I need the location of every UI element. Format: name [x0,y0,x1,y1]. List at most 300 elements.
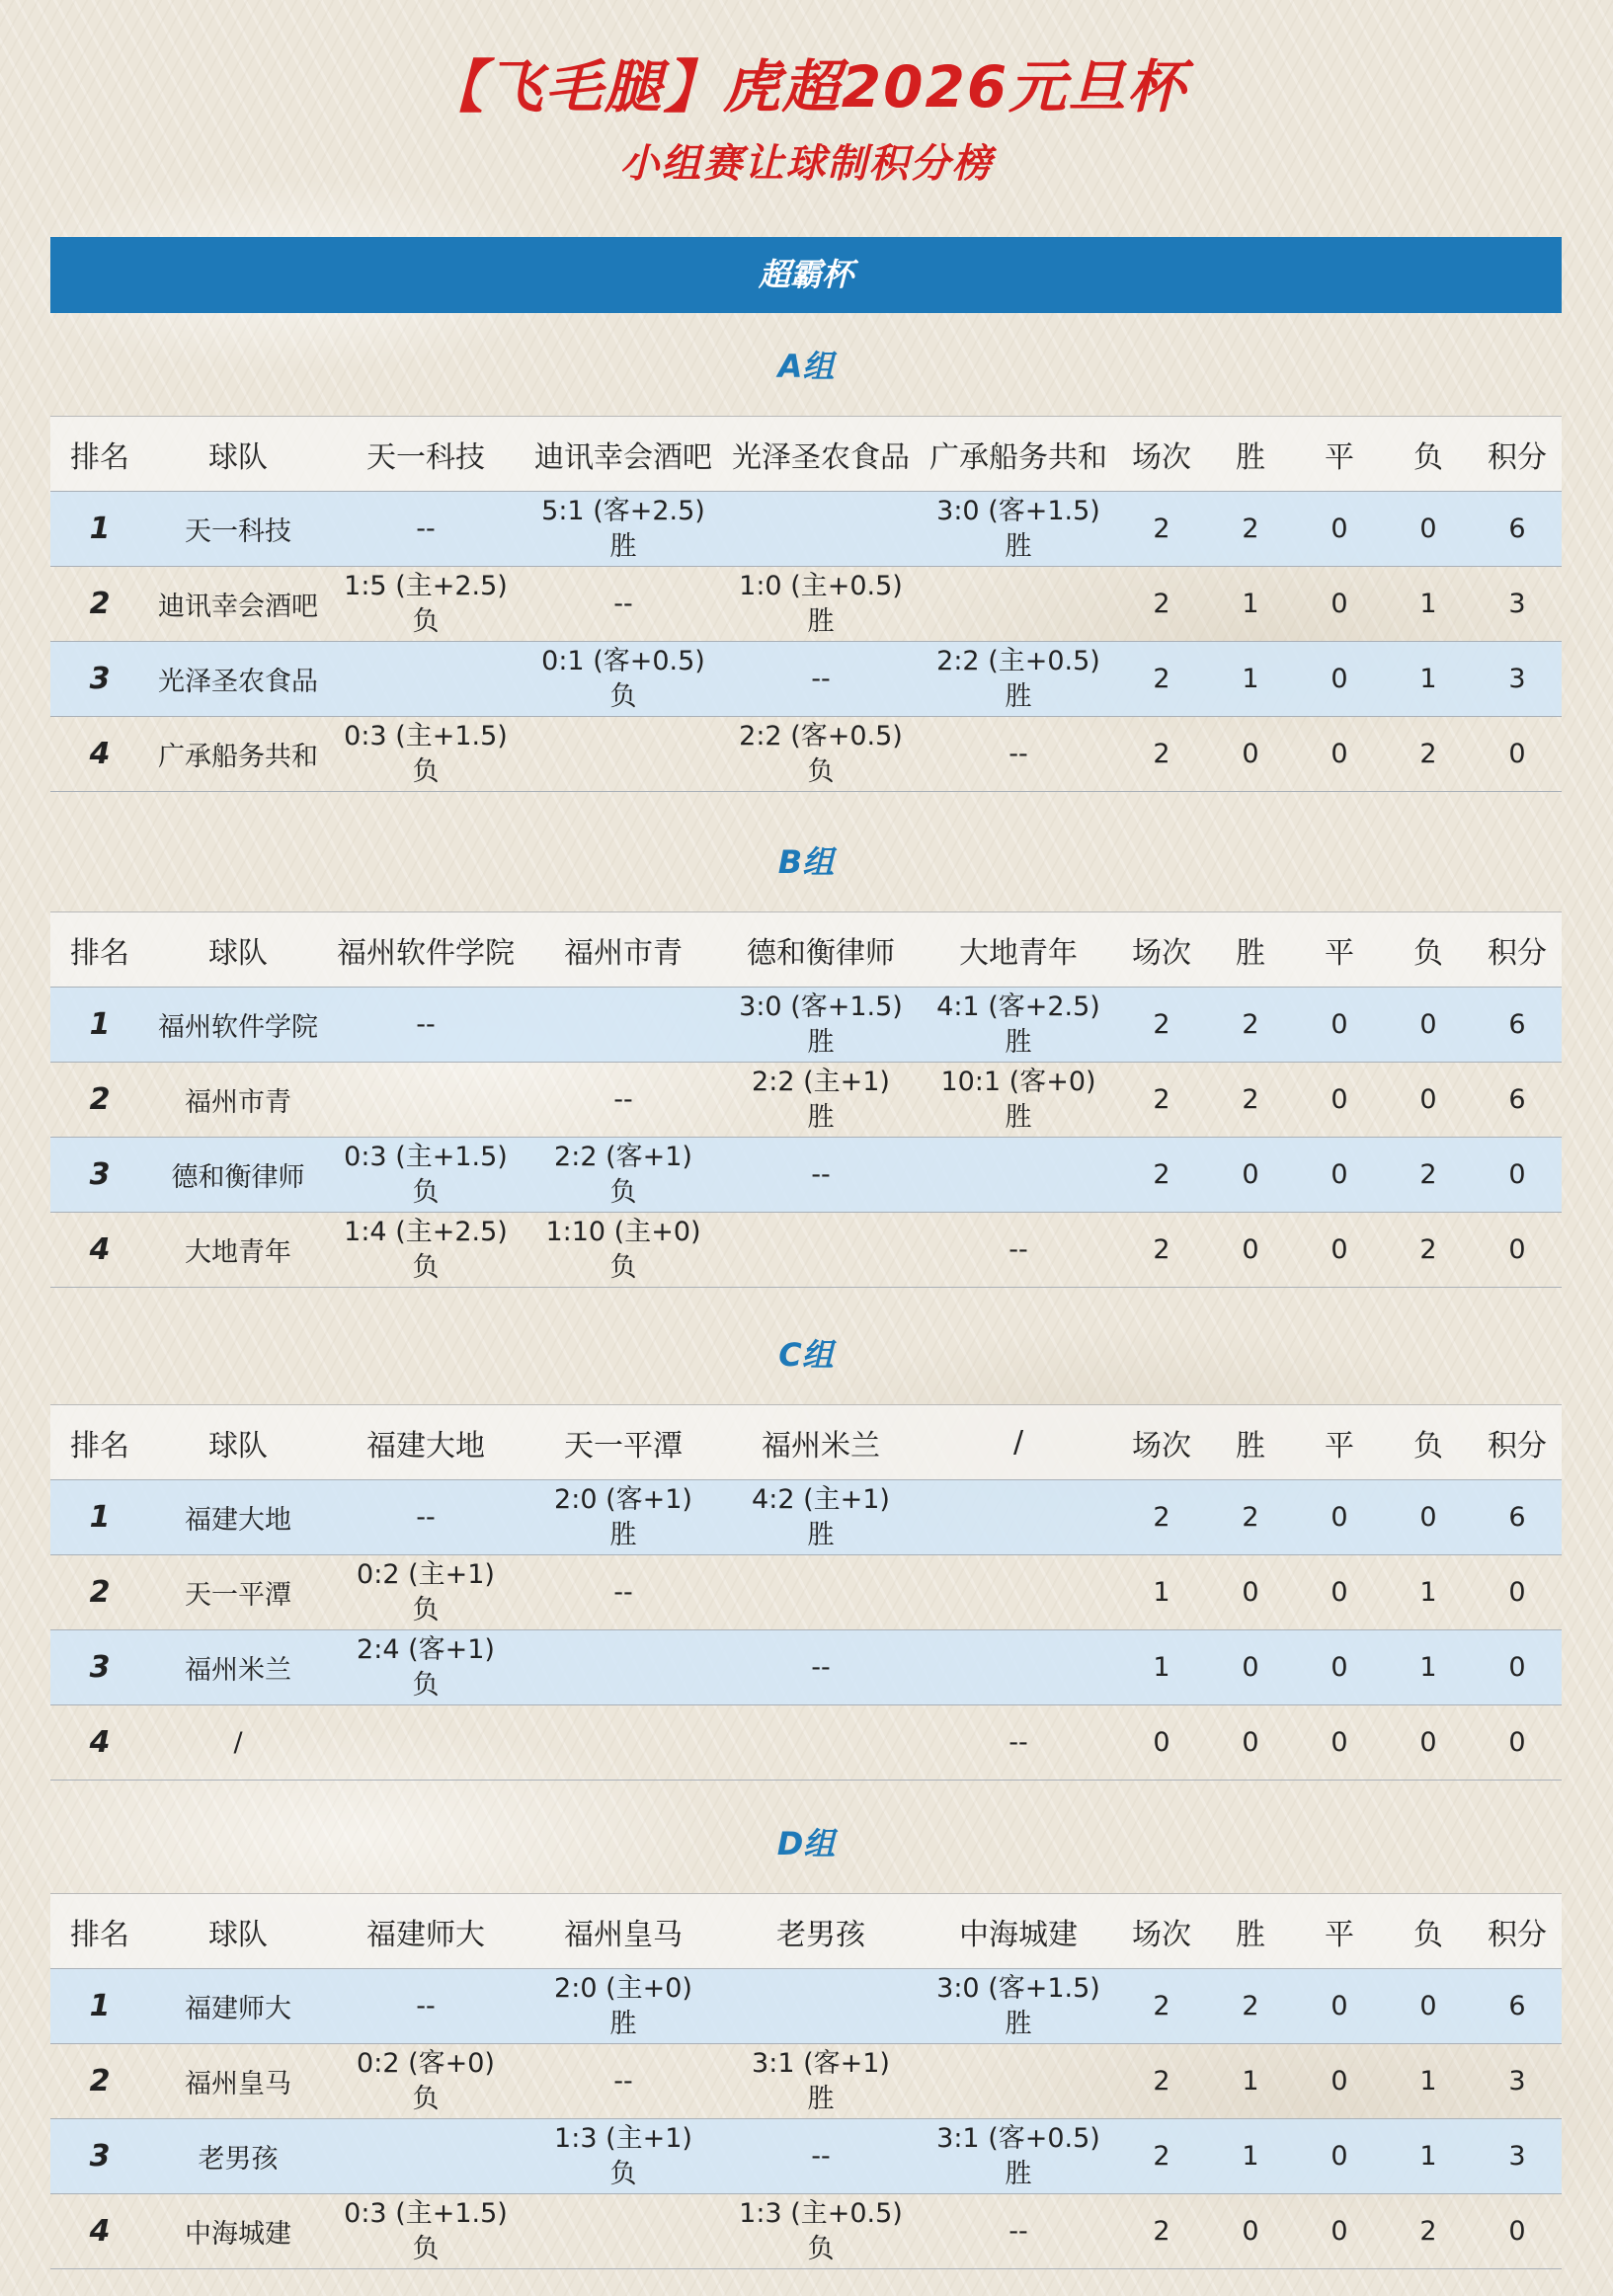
column-header: 积分 [1488,1428,1547,1464]
result-cell [524,1063,722,1138]
column-header: 积分 [1488,935,1547,971]
won-cell: 1 [1242,2141,1259,2172]
drawn-cell: 0 [1331,1991,1348,2021]
column-header: 天一科技 [366,439,485,475]
rank-cell: 3 [89,1157,111,1192]
score-text: 2:2 (客+0.5) [739,720,903,752]
outcome-text: 负 [807,755,835,787]
won-cell: 2 [1242,1502,1259,1533]
result-cell [524,1213,722,1288]
result-cell [327,1063,524,1138]
score-text: 4:1 (客+2.5) [936,990,1100,1022]
score-text: 1:3 (主+0.5) [739,2197,903,2229]
result-cell [524,1138,722,1213]
table-row [50,1555,1562,1630]
score-text: -- [1008,2215,1028,2247]
result-cell [524,2044,722,2119]
rank-cell: 2 [89,1575,111,1610]
drawn-cell: 0 [1331,1577,1348,1608]
result-cell [327,1969,524,2044]
result-cell [524,567,722,642]
rank-cell: 3 [89,1650,111,1685]
table-row [50,1969,1562,2044]
result-cell [327,2044,524,2119]
result-cell [722,1555,920,1630]
score-text: 10:1 (客+0) [940,1066,1096,1097]
result-cell [524,1969,722,2044]
lost-cell: 2 [1419,739,1437,769]
points-cell: 3 [1508,589,1526,619]
outcome-text: 胜 [807,605,835,637]
drawn-cell: 0 [1331,589,1348,619]
table-row [50,1063,1562,1138]
rank-cell: 1 [89,1500,111,1535]
points-cell: 0 [1508,2216,1526,2247]
standings-table [50,1404,1562,1781]
column-header: 场次 [1132,1917,1191,1952]
result-cell [524,1630,722,1705]
team-cell: 广承船务共和 [158,742,318,772]
won-cell: 0 [1242,1652,1259,1683]
table-row [50,988,1562,1063]
result-cell [524,1480,722,1555]
score-text: 2:2 (客+1) [554,1141,692,1172]
outcome-text: 负 [807,2233,835,2264]
drawn-cell: 0 [1331,1652,1348,1683]
result-cell [327,1138,524,1213]
column-header: 德和衡律师 [747,935,895,971]
table-row [50,1213,1562,1288]
column-header: 光泽圣农食品 [732,439,910,475]
lost-cell: 0 [1419,1084,1437,1115]
played-cell: 2 [1153,1991,1170,2021]
outcome-text: 负 [412,755,440,787]
table-row [50,717,1562,792]
lost-cell: 2 [1419,1159,1437,1190]
points-cell: 0 [1508,739,1526,769]
score-text: 1:0 (主+0.5) [739,570,903,601]
score-text: -- [811,1158,831,1190]
rank-cell: 4 [89,1232,111,1267]
column-header: 平 [1325,935,1354,971]
team-cell: 福州软件学院 [158,1012,318,1043]
standings-table [50,911,1562,1288]
column-header: 场次 [1132,935,1191,971]
score-text: 2:0 (主+0) [554,1972,692,2004]
points-cell: 6 [1508,1991,1526,2021]
column-header: 福建师大 [366,1917,485,1952]
points-cell: 3 [1508,2066,1526,2097]
drawn-cell: 0 [1331,514,1348,544]
column-header: 排名 [70,1428,129,1464]
team-cell: 福州米兰 [185,1655,291,1686]
standings-table [50,416,1562,792]
rank-cell: 2 [89,587,111,621]
result-cell [722,2194,920,2269]
outcome-text: 负 [609,1176,637,1208]
result-cell [722,567,920,642]
score-text: 3:0 (客+1.5) [936,495,1100,526]
column-header: 迪讯幸会酒吧 [534,439,712,475]
outcome-text: 负 [412,1251,440,1283]
column-header: 福州软件学院 [337,935,515,971]
score-text: 5:1 (客+2.5) [541,495,705,526]
outcome-text: 负 [412,1176,440,1208]
result-cell [327,988,524,1063]
outcome-text: 负 [412,1594,440,1625]
result-cell [327,1480,524,1555]
column-header: 场次 [1132,1428,1191,1464]
drawn-cell: 0 [1331,664,1348,694]
played-cell: 2 [1153,2066,1170,2097]
result-cell [524,988,722,1063]
won-cell: 0 [1242,739,1259,769]
outcome-text: 胜 [1005,1026,1032,1058]
result-cell [920,1630,1117,1705]
result-cell [722,1063,920,1138]
outcome-text: 负 [412,1669,440,1701]
column-header: 老男孩 [776,1917,865,1952]
result-cell [524,2119,722,2194]
score-text: 1:10 (主+0) [545,1216,701,1247]
team-cell: 天一平潭 [185,1580,291,1611]
table-row [50,1480,1562,1555]
result-cell [722,1480,920,1555]
score-text: 3:1 (客+1) [752,2047,890,2079]
won-cell: 2 [1242,1084,1259,1115]
score-text: 3:0 (客+1.5) [739,990,903,1022]
lost-cell: 1 [1419,589,1437,619]
rank-cell: 3 [89,662,111,696]
score-text: 0:3 (主+1.5) [344,720,508,752]
won-cell: 2 [1242,1009,1259,1040]
result-cell [920,1138,1117,1213]
result-cell [722,988,920,1063]
column-header: 胜 [1236,439,1265,475]
rank-cell: 4 [89,1725,111,1760]
score-text: 2:0 (客+1) [554,1483,692,1515]
page-subtitle: 小组赛让球制积分榜 [619,141,994,187]
table-row [50,1705,1562,1781]
outcome-text: 负 [609,680,637,712]
played-cell: 2 [1153,1084,1170,1115]
column-header: 胜 [1236,1917,1265,1952]
team-cell: 福建大地 [185,1505,291,1536]
points-cell: 0 [1508,1234,1526,1265]
score-text: 3:0 (客+1.5) [936,1972,1100,2004]
score-text: -- [416,1990,436,2021]
group-c [50,1330,1562,1781]
result-cell [722,1630,920,1705]
result-cell [920,567,1117,642]
column-header: 球队 [208,439,268,475]
score-text: -- [1008,1233,1028,1265]
drawn-cell: 0 [1331,1009,1348,1040]
column-header: 负 [1413,1917,1443,1952]
column-header: 天一平潭 [564,1428,683,1464]
rank-cell: 4 [89,737,111,771]
table-row [50,1138,1562,1213]
played-cell: 2 [1153,514,1170,544]
header-row [50,417,1562,492]
score-text: -- [613,1576,633,1608]
won-cell: 1 [1242,589,1259,619]
score-text: 2:2 (主+0.5) [936,645,1100,676]
drawn-cell: 0 [1331,2066,1348,2097]
points-cell: 0 [1508,1159,1526,1190]
column-header: 福州米兰 [762,1428,880,1464]
table-row [50,492,1562,567]
played-cell: 2 [1153,589,1170,619]
result-cell [722,1213,920,1288]
team-cell: 福州市青 [185,1087,291,1118]
won-cell: 1 [1242,2066,1259,2097]
column-header: 负 [1413,439,1443,475]
outcome-text: 胜 [1005,2008,1032,2039]
played-cell: 1 [1153,1652,1170,1683]
score-text: -- [613,588,633,619]
won-cell: 0 [1242,1577,1259,1608]
result-cell [920,642,1117,717]
result-cell [327,1555,524,1630]
team-cell: 福州皇马 [185,2069,291,2099]
column-header: 中海城建 [959,1917,1078,1952]
result-cell [524,717,722,792]
points-cell: 0 [1508,1727,1526,1758]
played-cell: 2 [1153,1502,1170,1533]
standings-table [50,1893,1562,2269]
column-header: 球队 [208,935,268,971]
points-cell: 6 [1508,1009,1526,1040]
played-cell: 2 [1153,1009,1170,1040]
result-cell [920,717,1117,792]
won-cell: 0 [1242,1234,1259,1265]
result-cell [327,2194,524,2269]
points-cell: 0 [1508,1577,1526,1608]
page-title: 【飞毛腿】虎超2026元旦杯 [426,53,1187,120]
column-header: 胜 [1236,935,1265,971]
score-text: -- [613,1083,633,1115]
column-header: 大地青年 [959,935,1078,971]
score-text: -- [811,2140,831,2172]
team-cell: 迪讯幸会酒吧 [158,592,318,622]
table-row [50,2119,1562,2194]
result-cell [920,1705,1117,1781]
column-header: / [1012,1425,1024,1460]
lost-cell: 1 [1419,1652,1437,1683]
table-row [50,2044,1562,2119]
group-d [50,1819,1562,2269]
column-header: 排名 [70,935,129,971]
result-cell [524,642,722,717]
result-cell [722,642,920,717]
outcome-text: 胜 [1005,530,1032,562]
played-cell: 2 [1153,1159,1170,1190]
outcome-text: 负 [412,2233,440,2264]
score-text: -- [613,2065,633,2097]
header-row [50,912,1562,988]
lost-cell: 0 [1419,1991,1437,2021]
table-row [50,567,1562,642]
result-cell [524,492,722,567]
rank-cell: 2 [89,2064,111,2098]
group-b [50,837,1562,1288]
column-header: 积分 [1488,439,1547,475]
result-cell [722,1969,920,2044]
outcome-text: 胜 [1005,2158,1032,2189]
result-cell [327,1705,524,1781]
played-cell: 2 [1153,739,1170,769]
result-cell [920,2119,1117,2194]
outcome-text: 负 [609,2158,637,2189]
drawn-cell: 0 [1331,1727,1348,1758]
outcome-text: 胜 [807,2083,835,2114]
outcome-text: 胜 [1005,680,1032,712]
played-cell: 2 [1153,2141,1170,2172]
column-header: 广承船务共和 [929,439,1107,475]
table-row [50,642,1562,717]
result-cell [327,1630,524,1705]
column-header: 球队 [208,1428,268,1464]
outcome-text: 胜 [807,1026,835,1058]
outcome-text: 胜 [807,1519,835,1550]
lost-cell: 0 [1419,1727,1437,1758]
team-cell: 福建师大 [185,1994,291,2024]
score-text: 1:5 (主+2.5) [344,570,508,601]
team-cell: 老男孩 [198,2144,279,2175]
header-row [50,1894,1562,1969]
played-cell: 2 [1153,2216,1170,2247]
result-cell [722,717,920,792]
points-cell: 3 [1508,2141,1526,2172]
score-text: 1:4 (主+2.5) [344,1216,508,1247]
lost-cell: 1 [1419,2141,1437,2172]
score-text: -- [811,663,831,694]
rank-cell: 2 [89,1082,111,1117]
score-text: -- [811,1651,831,1683]
score-text: -- [416,1501,436,1533]
rank-cell: 4 [89,2214,111,2249]
lost-cell: 1 [1419,2066,1437,2097]
column-header: 负 [1413,1428,1443,1464]
group-title: C组 [778,1336,834,1374]
result-cell [327,2119,524,2194]
column-header: 排名 [70,439,129,475]
outcome-text: 胜 [1005,1101,1032,1133]
result-cell [920,2194,1117,2269]
table-row [50,2194,1562,2269]
score-text: -- [416,513,436,544]
result-cell [524,1555,722,1630]
points-cell: 0 [1508,1652,1526,1683]
lost-cell: 1 [1419,664,1437,694]
score-text: 1:3 (主+1) [554,2122,692,2154]
lost-cell: 0 [1419,1502,1437,1533]
score-text: 2:2 (主+1) [752,1066,890,1097]
column-header: 平 [1325,439,1354,475]
score-text: -- [416,1008,436,1040]
result-cell [327,567,524,642]
result-cell [920,988,1117,1063]
team-cell: 光泽圣农食品 [158,667,318,697]
result-cell [722,1138,920,1213]
result-cell [920,1480,1117,1555]
outcome-text: 负 [609,1251,637,1283]
result-cell [722,1705,920,1781]
team-cell: / [233,1727,243,1758]
column-header: 排名 [70,1917,129,1952]
result-cell [722,492,920,567]
drawn-cell: 0 [1331,1502,1348,1533]
played-cell: 1 [1153,1577,1170,1608]
column-header: 福州皇马 [564,1917,683,1952]
outcome-text: 负 [412,2083,440,2114]
score-text: 4:2 (主+1) [752,1483,890,1515]
result-cell [327,492,524,567]
outcome-text: 胜 [609,1519,637,1550]
result-cell [920,1555,1117,1630]
column-header: 积分 [1488,1917,1547,1952]
column-header: 福建大地 [366,1428,485,1464]
column-header: 负 [1413,935,1443,971]
result-cell [327,642,524,717]
column-header: 场次 [1132,439,1191,475]
rank-cell: 1 [89,1989,111,2023]
lost-cell: 0 [1419,1009,1437,1040]
score-text: -- [1008,1726,1028,1758]
outcome-text: 胜 [807,1101,835,1133]
result-cell [524,1705,722,1781]
score-text: -- [1008,738,1028,769]
column-header: 平 [1325,1428,1354,1464]
played-cell: 2 [1153,1234,1170,1265]
lost-cell: 2 [1419,2216,1437,2247]
lost-cell: 2 [1419,1234,1437,1265]
rank-cell: 1 [89,512,111,546]
score-text: 0:2 (主+1) [357,1558,495,1590]
result-cell [327,717,524,792]
result-cell [722,2044,920,2119]
result-cell [722,2119,920,2194]
column-header: 胜 [1236,1428,1265,1464]
group-a [50,342,1562,792]
won-cell: 0 [1242,1727,1259,1758]
column-header: 福州市青 [564,935,683,971]
header-row [50,1405,1562,1480]
drawn-cell: 0 [1331,2216,1348,2247]
team-cell: 大地青年 [185,1237,291,1268]
team-cell: 中海城建 [185,2219,291,2250]
score-text: 0:2 (客+0) [357,2047,495,2079]
group-title: A组 [777,348,835,385]
won-cell: 2 [1242,514,1259,544]
group-title: D组 [776,1825,836,1862]
drawn-cell: 0 [1331,739,1348,769]
played-cell: 0 [1153,1727,1170,1758]
points-cell: 6 [1508,1502,1526,1533]
column-header: 平 [1325,1917,1354,1952]
result-cell [920,1063,1117,1138]
points-cell: 3 [1508,664,1526,694]
drawn-cell: 0 [1331,1084,1348,1115]
result-cell [920,2044,1117,2119]
group-title: B组 [777,843,835,881]
result-cell [327,1213,524,1288]
column-header: 球队 [208,1917,268,1952]
drawn-cell: 0 [1331,1234,1348,1265]
rank-cell: 3 [89,2139,111,2174]
score-text: 0:3 (主+1.5) [344,1141,508,1172]
